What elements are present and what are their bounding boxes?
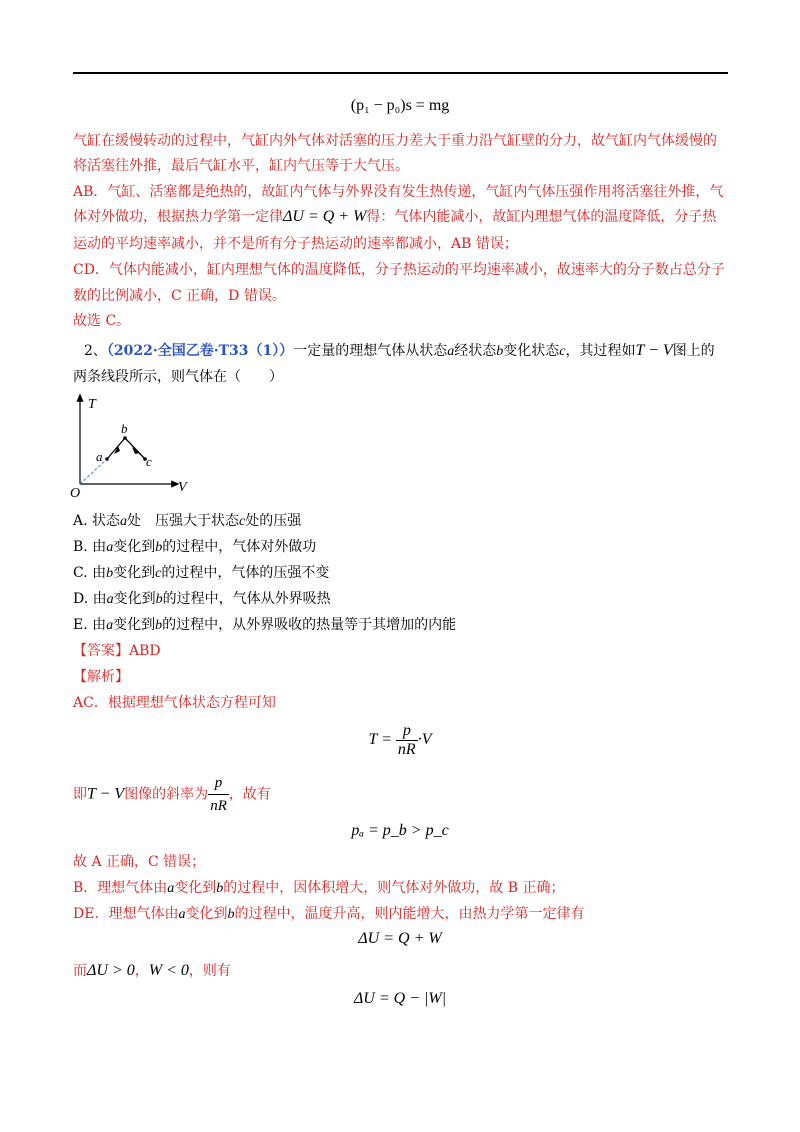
option-e-label: E. 由	[73, 617, 107, 633]
slope-fraction	[208, 772, 229, 817]
p6-t2: 变化到	[174, 880, 217, 896]
p6-v2: b	[216, 881, 224, 896]
first-law-inline: ΔU = Q + W	[283, 208, 367, 225]
point-label-c: c	[146, 454, 152, 469]
equation-state	[0, 722, 800, 759]
q2-tv: T − V	[635, 342, 673, 359]
option-c-t1: 变化到	[113, 565, 156, 581]
axis-label-t: T	[88, 397, 96, 412]
option-d-v2: b	[155, 592, 163, 607]
slope-num: p	[208, 772, 229, 795]
p8-t2: ，	[134, 963, 149, 979]
option-d-v1: a	[106, 592, 114, 607]
question-2-line-2: 两条线段所示，则气体在（ ）	[73, 369, 283, 385]
question-source: （2022·全国乙卷·T33（1））	[106, 343, 294, 359]
slope-t1: 即	[73, 786, 87, 803]
eq2-rhs: ·V	[417, 731, 432, 749]
option-b-t2: 的过程中，气体对外做功	[162, 539, 317, 555]
option-e-t2: 的过程中，从外界吸收的热量等于其增加的内能	[162, 617, 457, 633]
paragraph-de	[73, 903, 733, 926]
arrow-bc-icon	[132, 447, 140, 454]
p8-t1: 而	[73, 963, 87, 979]
axis-label-v: V	[178, 480, 187, 495]
option-c-v1: b	[106, 566, 114, 581]
option-d-t1: 变化到	[113, 591, 156, 607]
option-e-v2: b	[155, 618, 163, 633]
paragraph-cylinder-1: 气缸在缓慢转动的过程中，气缸内外气体对活塞的压力差大于重力沿气缸壁的分力，故气缸内气体缓慢的	[73, 133, 717, 149]
paragraph-ab-1: AB．气缸、活塞都是绝热的，故缸内气体与外界没有发生热传递，气缸内气体压强作用将活塞往外推，气	[73, 184, 724, 200]
paragraph-ac-result: 故 A 正确，C 错误；	[73, 854, 206, 870]
choose-c: 故选 C。	[73, 313, 131, 329]
slope-tv: T − V	[87, 785, 125, 803]
option-b-v1: a	[106, 540, 114, 555]
option-c-v2: c	[155, 566, 162, 581]
paragraph-cylinder-2: 将活塞往外推，最后气缸水平，缸内气压等于大气压。	[73, 158, 409, 174]
p7-v2: b	[227, 907, 235, 922]
header-rule	[73, 72, 728, 74]
segment-ab	[107, 438, 125, 459]
dashed-origin-line	[80, 459, 107, 484]
option-d-t2: 的过程中，气体从外界吸热	[162, 591, 331, 607]
point-b	[123, 436, 127, 440]
p7-t2: 变化到	[185, 906, 228, 922]
q2-var-a: a	[447, 344, 455, 359]
point-a	[105, 457, 109, 461]
p7-v1: a	[178, 907, 186, 922]
option-a-t2: 处的压强	[245, 513, 302, 529]
paragraph-ab-2	[73, 206, 733, 228]
answer: 【答案】ABD	[73, 643, 161, 659]
option-b	[73, 536, 733, 559]
ab-text-b: 得：气体内能减小，故缸内理想气体的温度降低，分子热	[366, 209, 717, 225]
option-c-t2: 的过程中，气体的压强不变	[161, 565, 330, 581]
option-e	[73, 614, 733, 637]
q2-text2: 经状态	[454, 343, 497, 359]
q2-text5: 图上的	[672, 343, 715, 359]
option-a-v1: a	[120, 514, 128, 529]
equation-final: ΔU = Q − |W|	[353, 990, 447, 1007]
paragraph-cd-1: CD．气体内能减小，缸内理想气体的温度降低，分子热运动的平均速率减小，故速率大的分子数占总分子	[73, 262, 725, 278]
equation-first-law: ΔU = Q + W	[358, 930, 442, 947]
equation-force-balance: (p₁ − p₀)s = mg	[350, 97, 450, 114]
p8-e1: ΔU > 0	[87, 962, 135, 979]
slope-t2: 图像的斜率为	[124, 786, 209, 803]
option-a-t1: 处 压强大于状态	[127, 513, 240, 529]
paragraph-conditions	[73, 960, 733, 982]
eq2-den: nR	[397, 741, 416, 758]
slope-t3: ，故有	[228, 786, 271, 803]
option-d-label: D. 由	[73, 591, 107, 607]
eq2-lhs: T =	[368, 731, 392, 749]
slope-den: nR	[210, 798, 227, 814]
option-a-label: A. 状态	[73, 513, 121, 529]
eq2-fraction	[396, 722, 418, 759]
q2-text3: 变化状态	[503, 343, 560, 359]
p8-e2: W < 0	[148, 962, 189, 979]
p6-t3: 的过程中，因体积增大，则气体对外做功，故 B 正确；	[223, 880, 565, 896]
point-label-b: b	[121, 421, 128, 436]
option-d	[73, 588, 733, 611]
option-e-v1: a	[106, 618, 114, 633]
p6-t1: B．理想气体由	[73, 880, 168, 896]
segment-bc	[125, 438, 145, 459]
option-b-t1: 变化到	[113, 539, 156, 555]
q2-var-b: b	[496, 344, 504, 359]
q2-var-c: c	[559, 344, 566, 359]
equation-pressure: pₐ = p_b > p_c	[351, 822, 449, 839]
option-b-label: B. 由	[73, 539, 107, 555]
option-e-t1: 变化到	[113, 617, 156, 633]
option-c-label: C. 由	[73, 565, 107, 581]
analysis-heading: 【解析】	[73, 669, 129, 685]
eq2-num: p	[396, 722, 418, 741]
paragraph-ab-3: 运动的平均速率减小，并不是所有分子热运动的速率都减小，AB 错误；	[73, 236, 518, 252]
point-label-a: a	[96, 449, 103, 464]
option-a	[73, 510, 733, 533]
p7-t1: DE．理想气体由	[73, 906, 179, 922]
option-a-v2: c	[239, 514, 246, 529]
question-2-line-1	[84, 340, 744, 363]
q2-text4: ，其过程如	[565, 343, 636, 359]
analysis-ac: AC．根据理想气体状态方程可知	[73, 695, 276, 711]
ab-text-a: 体对外做功，根据热力学第一定律	[73, 209, 283, 225]
question-number: 2、	[84, 343, 107, 359]
paragraph-b	[73, 877, 733, 900]
p8-t3: ，则有	[188, 963, 231, 979]
tv-graph	[68, 393, 198, 503]
paragraph-cd-2: 数的比例减小，C 正确，D 错误。	[73, 288, 286, 304]
p7-t3: 的过程中，温度升高，则内能增大，由热力学第一定律有	[234, 906, 585, 922]
q2-text1: 一定量的理想气体从状态	[293, 343, 448, 359]
option-b-v2: b	[155, 540, 163, 555]
slope-line	[73, 772, 733, 817]
option-c	[73, 562, 733, 585]
p6-v1: a	[167, 881, 175, 896]
origin-label: O	[70, 486, 81, 501]
